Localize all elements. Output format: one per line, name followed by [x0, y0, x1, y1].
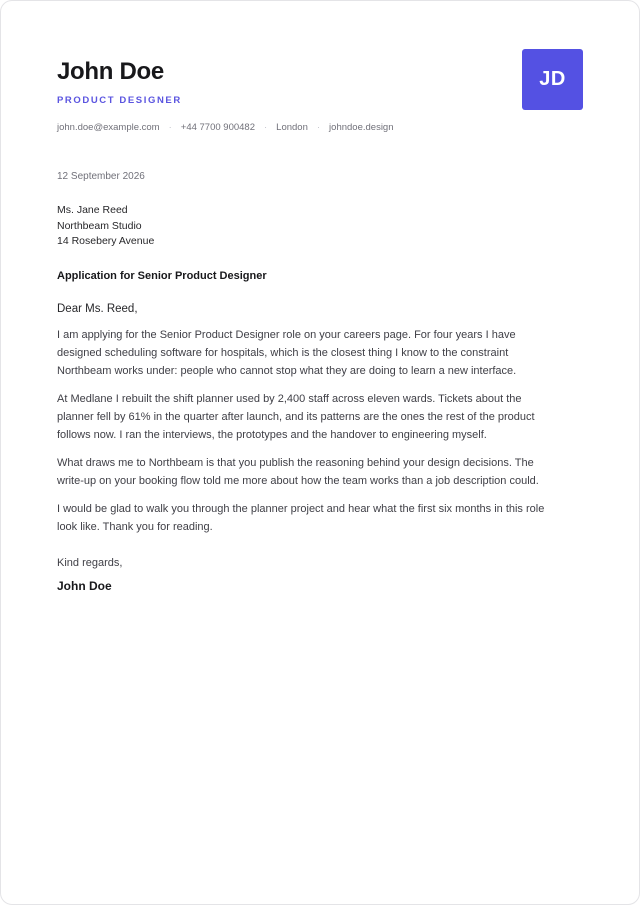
letter-date: 12 September 2026: [57, 171, 145, 182]
recipient-block: [57, 203, 583, 250]
letter-header: [57, 57, 583, 133]
letter-signature: John Doe: [57, 578, 112, 593]
contact-website: johndoe.design: [329, 122, 394, 133]
letter-subject: Application for Senior Product Designer: [57, 269, 267, 282]
body-paragraph: I would be glad to walk you through the planner project and hear what the first six months in this role look like. Thank you for reading.: [57, 502, 545, 533]
sender-role: PRODUCT DESIGNER: [57, 95, 182, 106]
recipient-address: 14 Rosebery Avenue: [57, 235, 155, 247]
contact-phone: +44 7700 900482: [180, 122, 255, 133]
recipient-company: Northbeam Studio: [57, 219, 142, 232]
body-paragraph: I am applying for the Senior Product Designer role on your careers page. For four years I have designed scheduling software for hospitals, which is the closest thing I know to the constraint Northbeam works under: people who cannot stop what they are doing to learn a new interface.: [57, 328, 517, 377]
monogram-badge: JD: [522, 49, 583, 110]
body-paragraph: What draws me to Northbeam is that you publish the reasoning behind your design decisions. The write-up on your booking flow told me more about how the team works than a job description could.: [57, 456, 539, 487]
letter-body: [57, 326, 583, 536]
contact-separator: ·: [168, 122, 172, 133]
contact-separator: ·: [264, 122, 268, 133]
letter-salutation: Dear Ms. Reed,: [57, 302, 138, 315]
sender-name: John Doe: [57, 58, 164, 85]
contact-separator: ·: [316, 122, 321, 133]
contact-line: [57, 122, 583, 133]
contact-email: john.doe@example.com: [57, 122, 160, 133]
recipient-name: Ms. Jane Reed: [57, 204, 128, 216]
body-paragraph: At Medlane I rebuilt the shift planner used by 2,400 staff across eleven wards. Tickets about the planner fell by 61% in the quarter after launch, and its patterns are the ones the rest of the product follows now. I ran the interviews, the prototypes and the handover to engineering myself.: [57, 392, 535, 441]
letter-closing: Kind regards,: [57, 556, 123, 569]
contact-location: London: [276, 122, 308, 133]
